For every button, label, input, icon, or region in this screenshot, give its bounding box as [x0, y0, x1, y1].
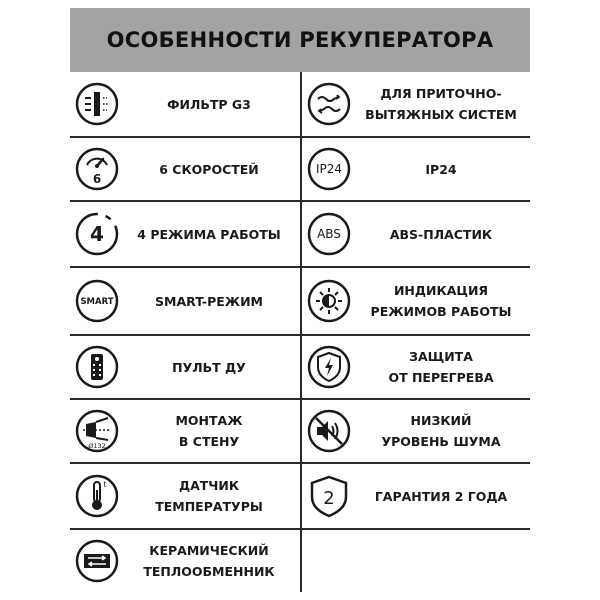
- feature-smart: [70, 268, 298, 334]
- page-header: [70, 8, 530, 72]
- feature-label: IP24: [425, 161, 457, 177]
- ip24-icon: [306, 146, 352, 192]
- abs-icon: [306, 211, 352, 257]
- warranty-icon: [306, 473, 352, 519]
- modes-count-icon: [74, 211, 120, 257]
- feature-remote: [70, 336, 298, 398]
- feature-label: ОТ ПЕРЕГРЕВА: [388, 370, 494, 385]
- feature-wall-mount: [70, 400, 298, 462]
- airflow-icon: [306, 81, 352, 127]
- feature-label: ГАРАНТИЯ 2 ГОДА: [374, 488, 508, 504]
- svg-text:Ø132: Ø132: [88, 442, 106, 450]
- feature-label: ДАТЧИК: [178, 478, 240, 493]
- svg-text:SMART: SMART: [80, 297, 114, 307]
- thermometer-icon: [74, 473, 120, 519]
- empty-cell: [302, 530, 530, 592]
- feature-temperature-sensor: [70, 464, 298, 528]
- feature-label: ТЕПЛООБМЕННИК: [143, 564, 275, 579]
- page-title: ОСОБЕННОСТИ РЕКУПЕРАТОРА: [106, 28, 494, 52]
- features-table: [70, 72, 530, 592]
- feature-modes: [70, 202, 298, 266]
- feature-label: НИЗКИЙ: [410, 413, 472, 428]
- feature-low-noise: [302, 400, 530, 462]
- svg-text:IP24: IP24: [315, 162, 343, 176]
- feature-label: КЕРАМИЧЕСКИЙ: [149, 543, 269, 558]
- indicator-icon: [306, 278, 352, 324]
- svg-text:6: 6: [92, 172, 102, 186]
- feature-label: 4 РЕЖИМА РАБОТЫ: [137, 226, 281, 242]
- feature-supply-exhaust: [302, 72, 530, 136]
- feature-overheat-protection: [302, 336, 530, 398]
- feature-speeds: [70, 138, 298, 200]
- feature-abs: [302, 202, 530, 266]
- feature-label: ABS-ПЛАСТИК: [389, 226, 493, 242]
- remote-control-icon: [74, 344, 120, 390]
- feature-warranty: [302, 464, 530, 528]
- feature-label: ВЫТЯЖНЫХ СИСТЕМ: [365, 107, 517, 122]
- feature-label: ФИЛЬТР G3: [167, 96, 251, 112]
- feature-filter: [70, 72, 298, 136]
- feature-heat-exchanger: [70, 530, 298, 592]
- feature-label: ТЕМПЕРАТУРЫ: [155, 499, 263, 514]
- feature-label: ДЛЯ ПРИТОЧНО-: [380, 86, 502, 101]
- feature-label: В СТЕНУ: [178, 434, 240, 449]
- feature-ip24: [302, 138, 530, 200]
- speed-dial-icon: [74, 146, 120, 192]
- overheat-shield-icon: [306, 344, 352, 390]
- low-noise-icon: [306, 408, 352, 454]
- heat-exchanger-icon: [74, 538, 120, 584]
- smart-icon: [74, 278, 120, 324]
- svg-text:4: 4: [90, 222, 104, 246]
- svg-text:2: 2: [323, 488, 335, 509]
- svg-text:ABS: ABS: [317, 227, 341, 241]
- feature-label: 6 СКОРОСТЕЙ: [159, 161, 259, 177]
- feature-label: ЗАЩИТА: [409, 349, 473, 364]
- feature-label: УРОВЕНЬ ШУМА: [381, 434, 501, 449]
- feature-label: ПУЛЬТ ДУ: [172, 359, 246, 375]
- filter-icon: [74, 81, 120, 127]
- feature-label: МОНТАЖ: [175, 413, 243, 428]
- feature-label: ИНДИКАЦИЯ: [393, 283, 489, 298]
- feature-label: SMART-РЕЖИМ: [155, 293, 263, 309]
- svg-text:t: t: [103, 480, 107, 489]
- wall-mount-icon: [74, 408, 120, 454]
- feature-indication: [302, 268, 530, 334]
- feature-label: РЕЖИМОВ РАБОТЫ: [370, 304, 512, 319]
